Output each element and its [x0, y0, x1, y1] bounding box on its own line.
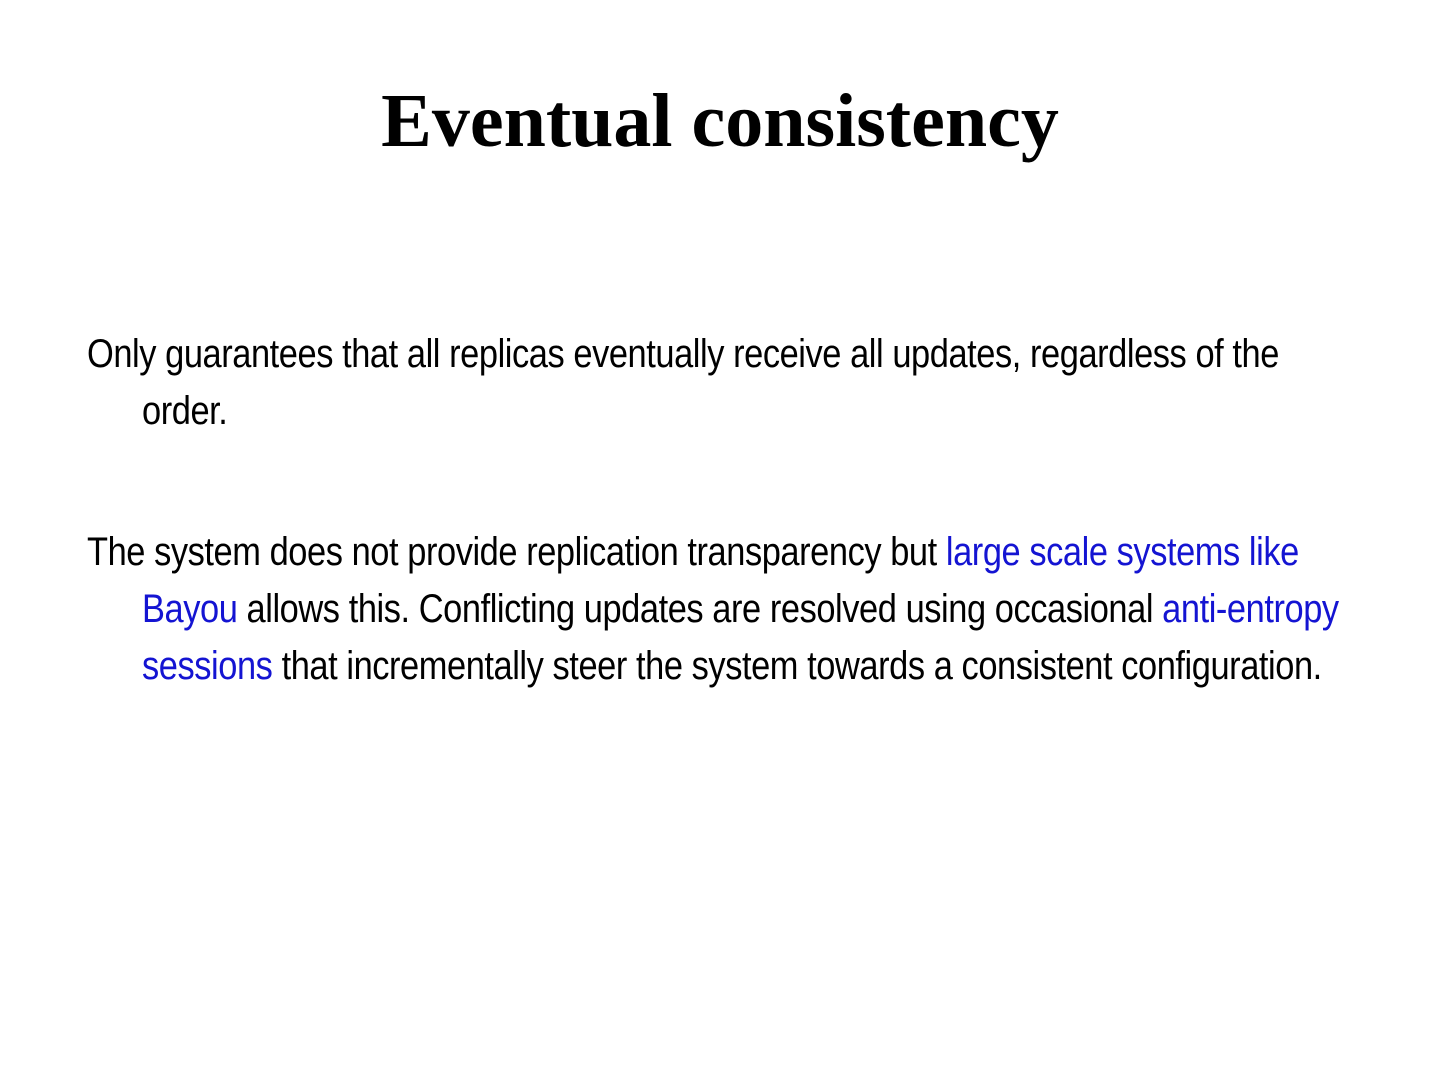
paragraph-1-text: Only guarantees that all replicas eventually receive all updates, regardless of the order. [87, 332, 1279, 433]
bayou-highlight-link: large scale systems like Bayou [142, 530, 1299, 631]
slide-title: Eventual consistency [381, 79, 1059, 163]
paragraph-2-text-b: allows this. Conflicting updates are resolved using occasional [237, 587, 1163, 631]
slide-body [87, 326, 1360, 779]
paragraph-1 [87, 326, 1360, 440]
paragraph-2-text-c: that incrementally steer the system towards a consistent configuration. [272, 644, 1322, 688]
paragraph-2 [87, 524, 1360, 695]
paragraph-2-text-a: The system does not provide replication transparency but [87, 530, 946, 574]
anti-entropy-highlight-link: anti-entropy sessions [142, 587, 1339, 688]
